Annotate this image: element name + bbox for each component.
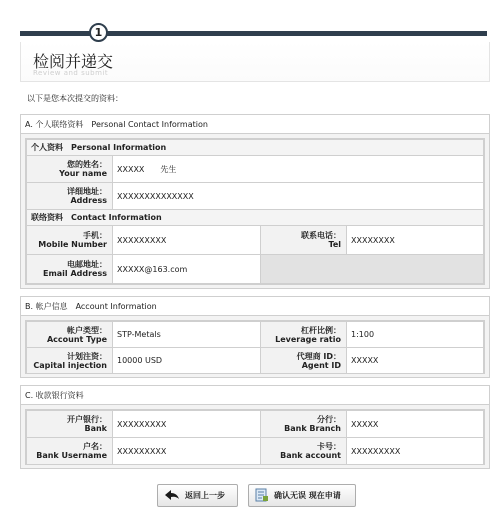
section-c-title: C. 收款银行资料 [21,386,489,405]
form-submit-icon [255,488,274,504]
name-label: 您的姓名： Your name [27,156,113,183]
mobile-label: 手机： Mobile Number [27,226,113,255]
table-row [27,348,484,374]
section-b-title: B. 帐户信息 Account Information [21,297,489,316]
capital-value: 10000 USD [113,348,261,374]
bank-label: 开户银行： Bank [27,411,113,438]
agent-id-value: XXXXX [347,348,484,374]
intro-text: 以下是您本次提交的资料： [27,94,123,103]
personal-info-heading: 个人资料 Personal Information [27,140,484,156]
name-value: XXXXX 先生 [113,156,484,183]
leverage-value: 1:100 [347,322,484,348]
mobile-value: XXXXXXXXX [113,226,261,255]
account-info-table [26,321,484,374]
account-type-label: 帐户类型： Account Type [27,322,113,348]
step-indicator: 1 [89,23,108,42]
table-row [27,183,484,210]
back-button[interactable] [157,484,238,507]
table-row [27,226,484,255]
personal-contact-table [26,139,484,284]
page-title: 检阅并递交 [33,52,114,71]
confirm-button-label: 确认无误 现在申请 [274,491,341,500]
table-row [27,140,484,156]
bank-info-table [26,410,484,465]
page-subtitle: Review and submit [33,69,109,77]
bank-username-label: 户名： Bank Username [27,438,113,465]
account-type-value: STP-Metals [113,322,261,348]
section-a-panel [25,138,485,285]
capital-label: 计划注资： Capital injection [27,348,113,374]
section-personal-contact [20,114,490,289]
section-bank-info [20,385,490,469]
address-label: 详细地址： Address [27,183,113,210]
section-account-info [20,296,490,378]
section-b-panel [25,320,485,374]
table-row [27,156,484,183]
tel-value: XXXXXXXX [347,226,484,255]
bank-account-label: 卡号： Bank account [261,438,347,465]
bank-account-value: XXXXXXXXX [347,438,484,465]
tel-label: 联系电话： Tel [261,226,347,255]
email-value: XXXXX@163.com [113,255,261,284]
section-c-panel [25,409,485,465]
page-header [20,42,490,82]
agent-id-label: 代理商 ID： Agent ID [261,348,347,374]
section-a-title: A. 个人联络资料 Personal Contact Information [21,115,489,134]
address-value: XXXXXXXXXXXXXX [113,183,484,210]
contact-info-heading: 联络资料 Contact Information [27,210,484,226]
confirm-submit-button[interactable] [248,484,356,507]
bank-username-value: XXXXXXXXX [113,438,261,465]
empty-cell [261,255,484,284]
bank-value: XXXXXXXXX [113,411,261,438]
back-button-label: 返回上一步 [185,491,225,500]
back-arrow-icon [164,489,185,503]
branch-value: XXXXX [347,411,484,438]
table-row [27,210,484,226]
branch-label: 分行： Bank Branch [261,411,347,438]
email-label: 电邮地址： Email Address [27,255,113,284]
table-row [27,255,484,284]
table-row [27,411,484,438]
leverage-label: 杠杆比例： Leverage ratio [261,322,347,348]
table-row [27,322,484,348]
table-row [27,438,484,465]
